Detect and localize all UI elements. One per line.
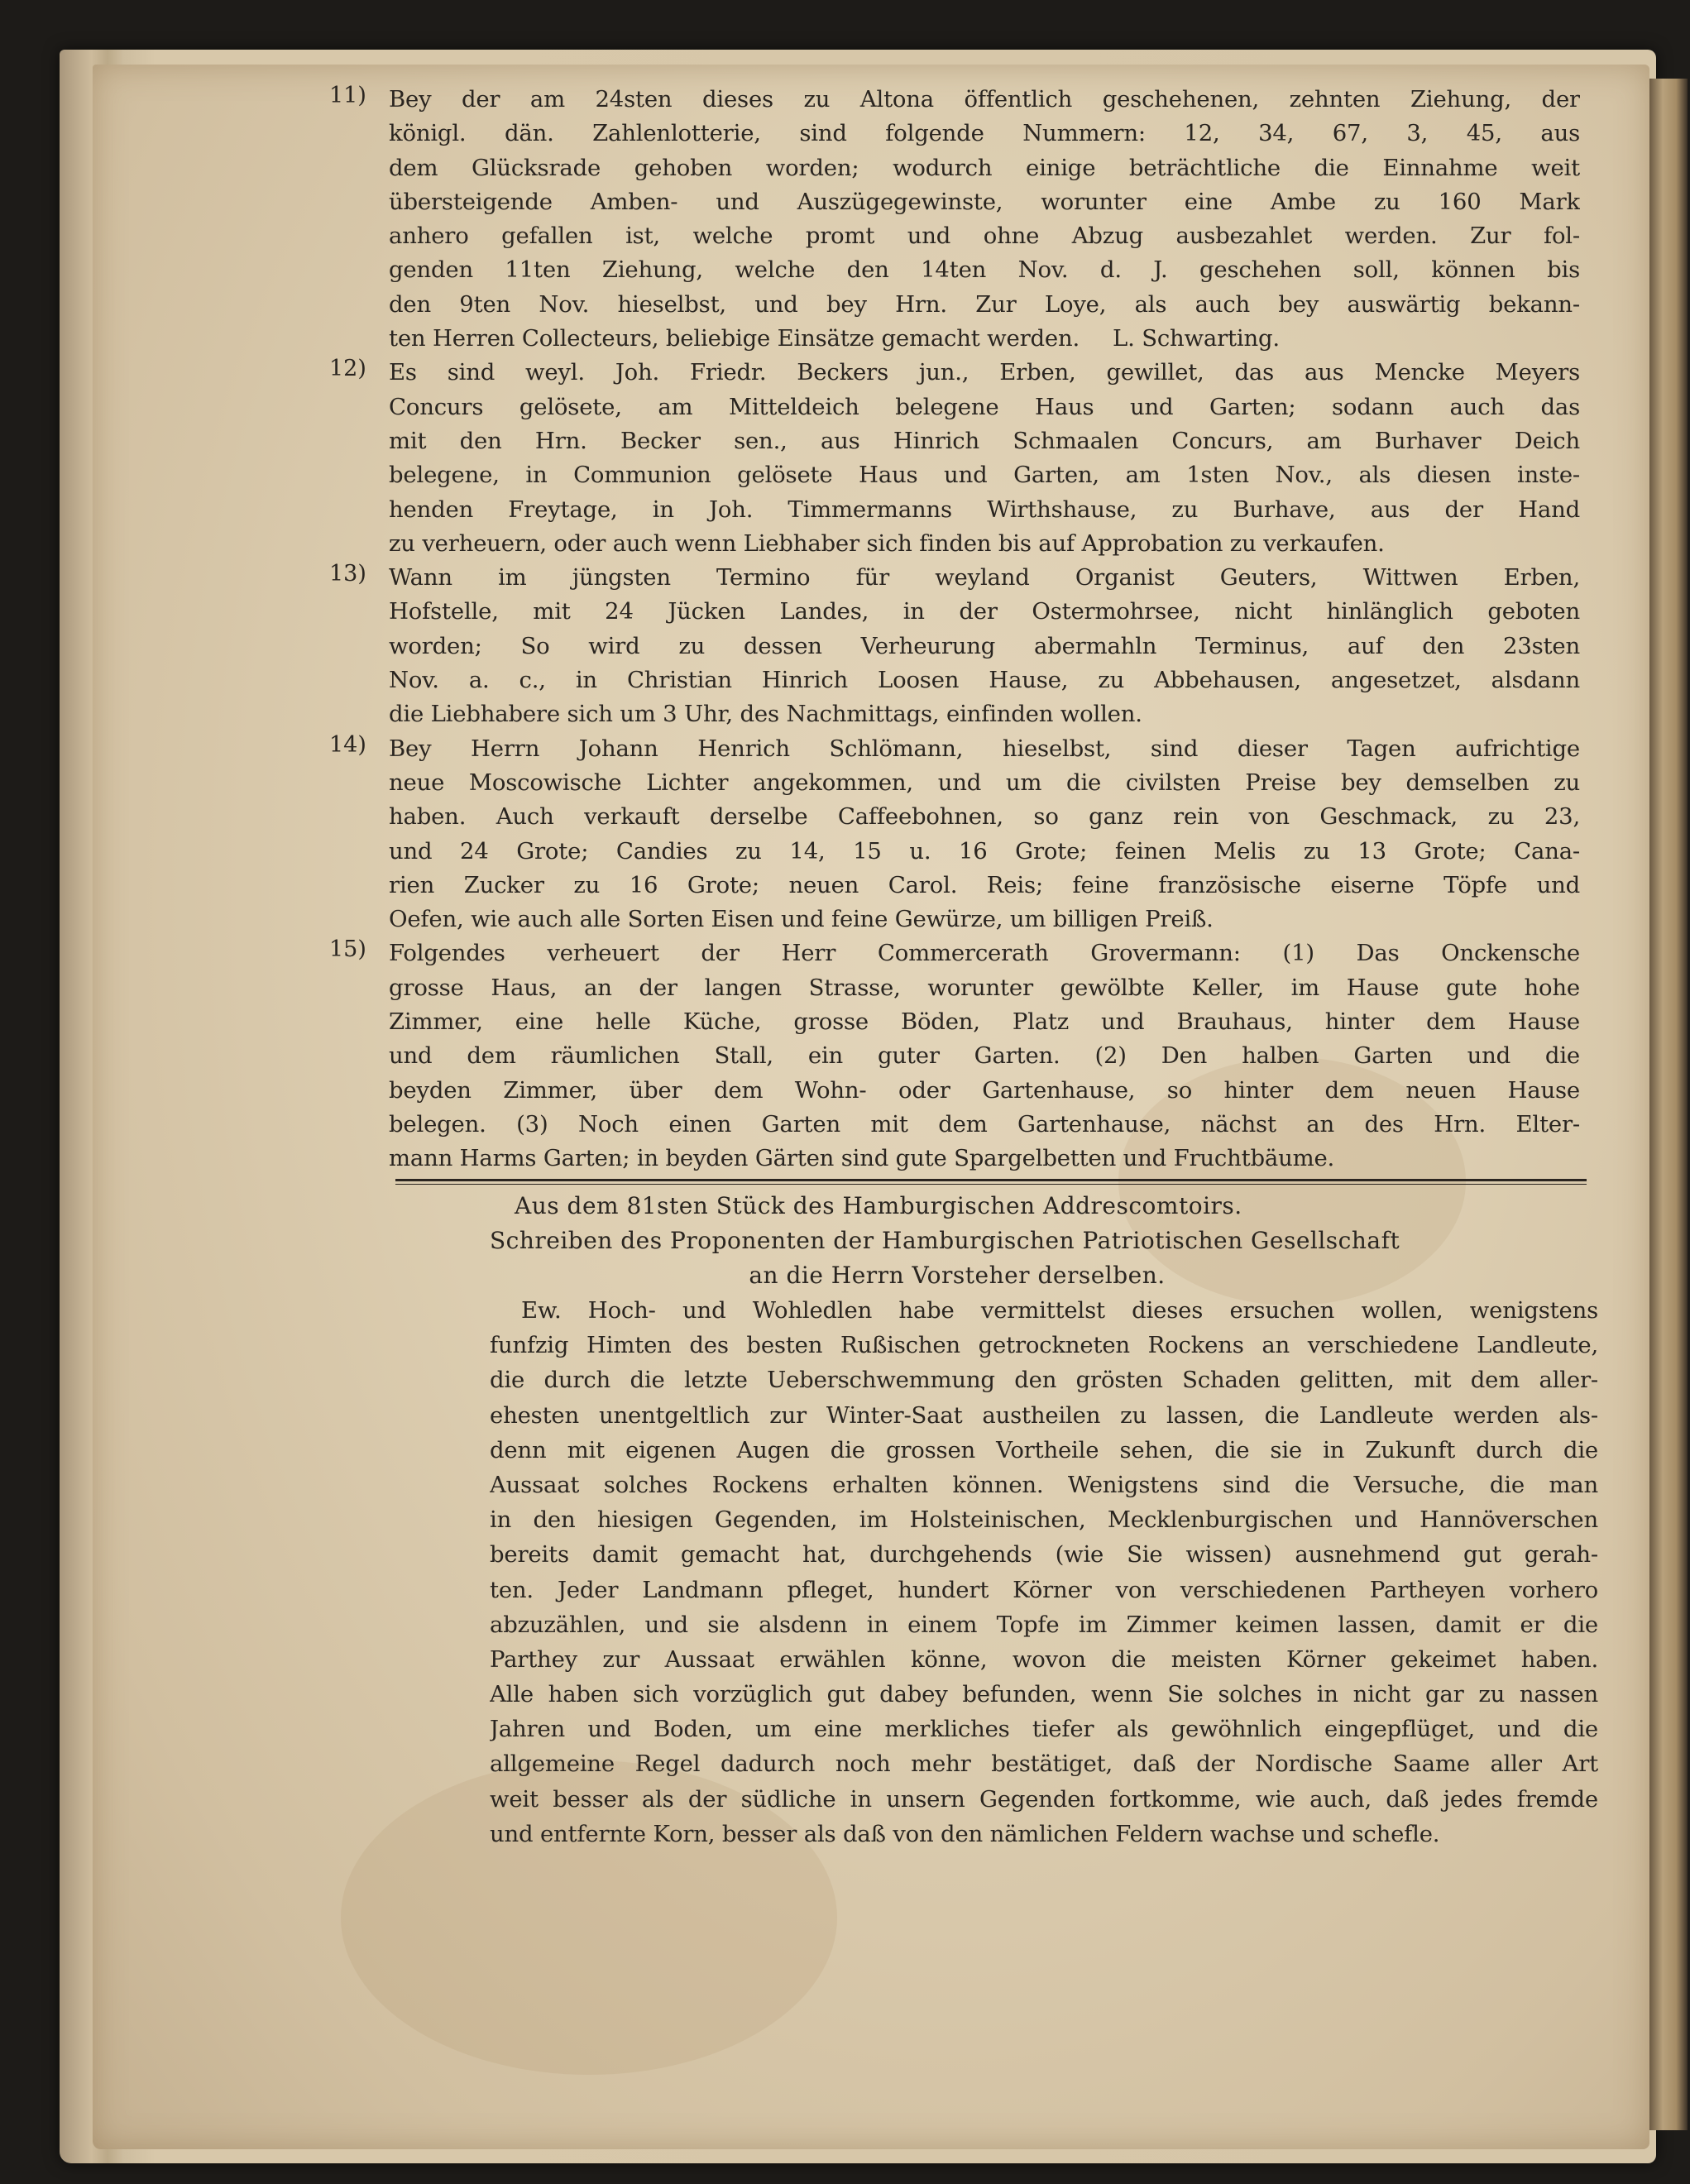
notice-line: [389, 663, 1580, 697]
notice-line-text: belegene, in Communion gelösete Haus und Garten, am 1sten Nov., als diesen inste-: [389, 462, 1580, 489]
notice-line-text: und dem räumlichen Stall, ein guter Garten. (2) Den halben Garten und die: [389, 1042, 1580, 1070]
notice-line: [389, 458, 1580, 492]
notice-line: [389, 936, 1580, 970]
notice-entry: [329, 83, 1580, 356]
notice-line-text: zu verheuern, oder auch wenn Liebhaber sich finden bis auf Approbation zu verkaufen.: [389, 529, 1385, 557]
section-divider-rule: [395, 1179, 1587, 1181]
notice-line: [389, 561, 1580, 595]
letter-line: abzuzählen, und sie alsdenn in einem Topfe im Zimmer keimen lassen, damit er die: [490, 1611, 1598, 1638]
notice-line: [389, 869, 1580, 903]
notice-number: 15): [329, 936, 366, 963]
notice-line: [389, 697, 1580, 731]
notice-line: [389, 424, 1580, 458]
letter-line: in den hiesigen Gegenden, im Holsteinischen, Mecklenburgischen und Hannöverschen: [490, 1506, 1598, 1534]
notice-line-text: worden; So wird zu dessen Verheurung abermahln Terminus, auf den 23sten: [389, 632, 1580, 659]
letter-line: Alle haben sich vorzüglich gut dabey befunden, wenn Sie solches in nicht gar zu nassen: [490, 1681, 1598, 1708]
notice-line-text: anhero gefallen ist, welche promt und ohne Abzug ausbezahlet werden. Zur fol-: [389, 223, 1580, 250]
letter-line: bereits damit gemacht hat, durchgehends (wie Sie wissen) ausnehmend gut gerah-: [490, 1541, 1598, 1569]
notice-line-text: Oefen, wie auch alle Sorten Eisen und feine Gewürze, um billigen Preiß.: [389, 906, 1214, 933]
notice-number: 14): [329, 731, 366, 758]
notice-line: [389, 630, 1580, 663]
letter-body: [490, 1293, 1598, 1851]
notice-line: [389, 527, 1580, 561]
letter-line: funfzig Himten des besten Rußischen getrockneten Rockens an verschiedene Landleute,: [490, 1332, 1598, 1359]
notice-line: [389, 117, 1580, 151]
notice-line-text: Wann im jüngsten Termino für weyland Organist Geuters, Wittwen Erben,: [389, 564, 1580, 592]
notice-line: [389, 595, 1580, 629]
notice-line-text: Concurs gelösete, am Mitteldeich belegene Haus und Garten; sodann auch das: [389, 393, 1580, 420]
notice-line-text: mit den Hrn. Becker sen., aus Hinrich Schmaalen Concurs, am Burhaver Deich: [389, 427, 1580, 454]
notice-entry: [329, 936, 1580, 1176]
notice-line-text: ten Herren Collecteurs, beliebige Einsätze gemacht werden.: [389, 325, 1080, 352]
notice-line: [389, 288, 1580, 322]
notice-line-text: Bey der am 24sten dieses zu Altona öffentlich geschehenen, zehnten Ziehung, der: [389, 86, 1580, 113]
notice-number: 13): [329, 561, 366, 587]
notice-entry: [329, 731, 1580, 937]
notice-line-text: Nov. a. c., in Christian Hinrich Loosen Hause, zu Abbehausen, angesetzet, alsdann: [389, 667, 1580, 694]
notice-line: [389, 493, 1580, 527]
facing-page-edge: [1649, 79, 1688, 2130]
letter-line: ten. Jeder Landmann pfleget, hundert Körner von verschiedenen Partheyen vorhero: [490, 1576, 1598, 1603]
notice-line-text: Bey Herrn Johann Henrich Schlömann, hieselbst, sind dieser Tagen aufrichtige: [389, 735, 1580, 762]
letter-line: und entfernte Korn, besser als daß von den nämlichen Feldern wachse und schefle.: [490, 1820, 1440, 1847]
letter-line: Parthey zur Aussaat erwählen könne, wovon die meisten Körner gekeimet haben.: [490, 1645, 1598, 1673]
notice-line: [389, 253, 1580, 287]
notice-line: [389, 971, 1580, 1005]
notice-line: [389, 356, 1580, 390]
notice-line-text: übersteigende Amben- und Auszügegewinste, worunter eine Ambe zu 160 Mark: [389, 188, 1580, 215]
notice-line: [389, 1039, 1580, 1073]
notice-number: 12): [329, 356, 366, 382]
notice-entry: [329, 561, 1580, 731]
notice-line: [389, 219, 1580, 253]
notice-line-text: Folgendes verheuert der Herr Commercerath Grovermann: (1) Das Onckensche: [389, 940, 1580, 967]
notice-line-text: rien Zucker zu 16 Grote; neuen Carol. Reis; feine französische eiserne Töpfe und: [389, 871, 1580, 898]
notice-line: [389, 185, 1580, 219]
letter-line: Ew. Hoch- und Wohledlen habe vermittelst dieses ersuchen wollen, wenigstens: [521, 1297, 1598, 1324]
notice-line: [389, 732, 1580, 766]
notice-line-text: Es sind weyl. Joh. Friedr. Beckers jun., Erben, gewillet, das aus Mencke Meyers: [389, 359, 1580, 386]
letter-title-line-1: Schreiben des Proponenten der Hamburgischen Patriotischen Gesellschaft: [490, 1227, 1400, 1254]
notice-line-text: beyden Zimmer, über dem Wohn- oder Gartenhause, so hinter dem neuen Hause: [389, 1076, 1580, 1104]
letter-line: Jahren und Boden, um eine merkliches tiefer als gewöhnlich eingepflüget, und die: [490, 1716, 1598, 1743]
notice-line-text: henden Freytage, in Joh. Timmermanns Wirthshause, zu Burhave, aus der Hand: [389, 496, 1580, 523]
notice-line: [389, 83, 1580, 117]
notice-line: [389, 1108, 1580, 1142]
notice-line-text: und 24 Grote; Candies zu 14, 15 u. 16 Grote; feinen Melis zu 13 Grote; Cana-: [389, 837, 1580, 864]
notice-line-text: dem Glücksrade gehoben worden; wodurch einige beträchtliche die Einnahme weit: [389, 154, 1580, 181]
notice-line-text: genden 11ten Ziehung, welche den 14ten Nov. d. J. geschehen soll, können bis: [389, 256, 1580, 284]
letter-line: denn mit eigenen Augen die grossen Vortheile sehen, die sie in Zukunft durch die: [490, 1436, 1598, 1463]
notice-line: [389, 322, 1580, 356]
article-heading: Aus dem 81sten Stück des Hamburgischen Addrescomtoirs.: [515, 1192, 1242, 1219]
notice-line: [389, 766, 1580, 800]
notice-line-text: königl. dän. Zahlenlotterie, sind folgende Nummern: 12, 34, 67, 3, 45, aus: [389, 120, 1580, 147]
notice-line: [389, 1074, 1580, 1108]
notice-line-text: mann Harms Garten; in beyden Gärten sind gute Spargelbetten und Fruchtbäume.: [389, 1145, 1335, 1172]
notice-line-text: Zimmer, eine helle Küche, grosse Böden, Platz und Brauhaus, hinter dem Hause: [389, 1008, 1580, 1036]
notice-line-text: Hofstelle, mit 24 Jücken Landes, in der Ostermohrsee, nicht hinlänglich geboten: [389, 598, 1580, 625]
letter-line: weit besser als der südliche in unsern Gegenden fortkomme, wie auch, daß jedes fremde: [490, 1785, 1598, 1813]
article-section: [490, 1189, 1598, 1851]
letter-line: die durch die letzte Ueberschwemmung den grösten Schaden gelitten, mit dem aller-: [490, 1367, 1598, 1394]
notice-line: [389, 1005, 1580, 1039]
notice-line-text: neue Moscowische Lichter angekommen, und um die civilsten Preise bey demselben zu: [389, 769, 1580, 796]
letter-line: ehesten unentgeltlich zur Winter-Saat austheilen zu lassen, die Landleute werden als-: [490, 1401, 1598, 1429]
notice-line: [389, 1142, 1580, 1176]
notice-line-text: haben. Auch verkauft derselbe Caffeebohnen, so ganz rein von Geschmack, zu 23,: [389, 803, 1580, 831]
notice-number: 11): [329, 83, 366, 108]
notice-line: [389, 800, 1580, 834]
letter-line: allgemeine Regel dadurch noch mehr bestätiget, daß der Nordische Saame aller Art: [490, 1751, 1598, 1778]
notice-line: [389, 835, 1580, 869]
letter-title-line-2: an die Herrn Vorsteher derselben.: [749, 1262, 1166, 1289]
notice-line: [389, 390, 1580, 424]
notice-line: [389, 903, 1580, 936]
notice-line-text: die Liebhabere sich um 3 Uhr, des Nachmittags, einfinden wollen.: [389, 701, 1142, 728]
notice-line-text: grosse Haus, an der langen Strasse, worunter gewölbte Keller, im Hause gute hohe: [389, 974, 1580, 1001]
notice-line-text: belegen. (3) Noch einen Garten mit dem Gartenhause, nächst an des Hrn. Elter-: [389, 1110, 1580, 1138]
notice-line-text: den 9ten Nov. hieselbst, und bey Hrn. Zur Loye, als auch bey auswärtig bekann-: [389, 290, 1580, 318]
notice-entry: [329, 356, 1580, 561]
section-divider-rule-thin: [395, 1184, 1587, 1185]
notice-signature: L. Schwarting.: [1113, 325, 1280, 352]
letter-line: Aussaat solches Rockens erhalten können. Wenigstens sind die Versuche, die man: [490, 1471, 1598, 1498]
notices-column: [329, 83, 1580, 1176]
notice-line: [389, 151, 1580, 185]
